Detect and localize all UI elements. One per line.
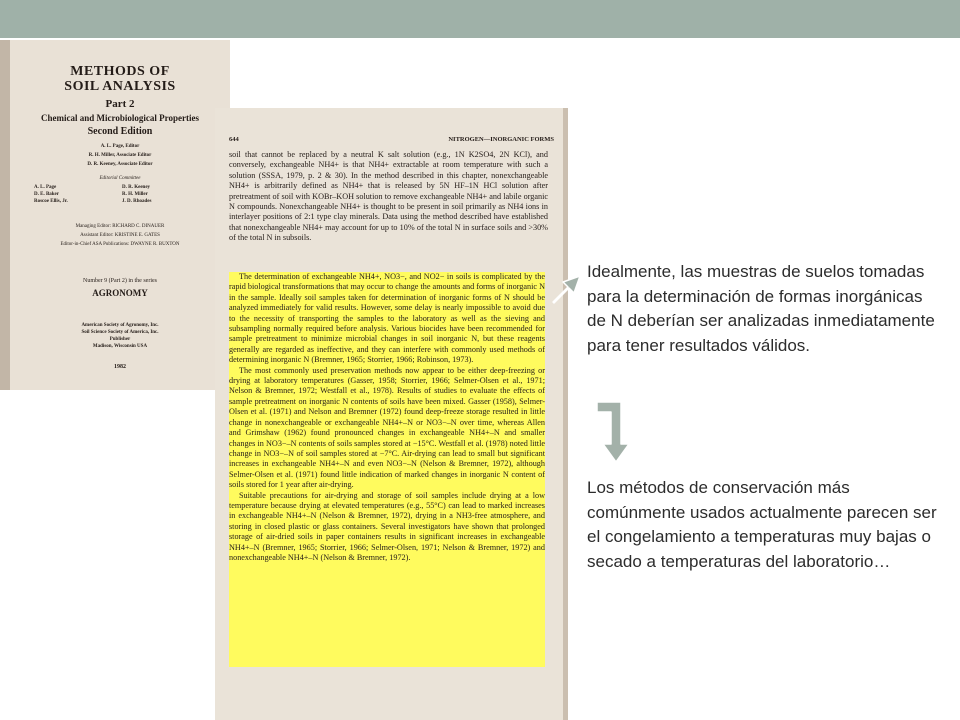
page-intro-paragraph: soil that cannot be replaced by a neutral K salt solution (e.g., 1N K2SO4, 2N KCl), and conversely, exchangeable NH4+ is that NH4+ extractable at room temperature with such a solution (SSSA, 1979, p. 2 & 30). In the method described in this chapter, nonexchangeable NH4+ is arbitrarily defined as NH4+ that is released by 5N HF–1N HCl solution after pretreatment of soil with KOBr–KOH solution to remove exchangeable NH4+ and labile organic N compounds. Nonexchangeable NH4+ is thought to be present in soil primarily as NH4 ions in interlayer positions of 2:1 type clay minerals. Data using the method described have established that nonexchangeable NH4+ may account for up to 10% of the total N in surface soils and >30% of the total N in subsoils. [229, 150, 548, 243]
highlighted-paragraph: The most commonly used preservation methods now appear to be either deep-freezing or drying at laboratory temperatures (Gasser, 1958; Storrier, 1966; Selmer-Olsen et al., 1971; Nelson & Bremner, 1972; Westfall et al., 1978). Results of studies to evaluate the effects of sample pretreatment on inorganic N contents of soils have been mixed. Gasser (1958), Selmer-Olsen et al. (1971) and Nelson and Bremner (1972) found deep-freeze storage resulted in little change in nonexchangeable or exchangeable NH4+–N or NO3−–N over time, whereas Allen and Grimshaw (1962) found pronounced changes in exchangeable NH4+–N and smaller changes in NO3−–N contents of soils samples stored at −15°C. Westfall et al. (1978) noted little change in NO3−–N of soil samples stored at −7°C. Air-drying can lead to small but significant increases in exchangeable NH4+–N and even NO3−–N (Nelson & Bremner, 1972), although Selmer-Olsen et al. (1971) found little indication of marked changes in inorganic N content of soils stored for 1 year after air-drying. [229, 365, 545, 490]
page-edge [563, 108, 568, 720]
cover-title: METHODS OF SOIL ANALYSIS [64, 64, 176, 94]
cover-credits: Managing Editor: RICHARD C. DINAUER Assistant Editor: KRISTINE E. GATES Editor-in-Chief ASA Publications: DWAYNE R. BUXTON [60, 224, 180, 247]
cover-edition: Second Edition [87, 126, 153, 137]
page-number: 644 [229, 136, 239, 143]
committee-member: A. L. Page [34, 185, 57, 190]
highlighted-paragraph: Suitable precautions for air-drying and storage of soil samples include drying at a low temperature because drying at elevated temperatures (e.g., 55°C) can lead to marked increases in exchangeable NH4+–N (Nelson & Bremner, 1972), drying in a NH3-free atmosphere, and storing in closed plastic or glass containers. Several investigators have shown that prolonged storage of air-dried soils in paper containers results in significant increases in exchangeable NH4+–N (Bremner, 1965; Storrier, 1966; Selmer-Olsen, 1971; Nelson & Bremner, 1972) and nonexchangeable NH4+–N (Nelson & Bremner, 1972). [229, 490, 545, 562]
cover-part: Part 2 [105, 98, 135, 110]
annotation-text-1: Idealmente, las muestras de suelos tomadas para la determinación de formas inorgánicas de N deberían ser analizadas inmediatamente para tener resultados válidos. [587, 262, 935, 355]
arrow-upright-icon [550, 272, 584, 306]
annotation-text-2: Los métodos de conservación más comúnmente usados actualmente parecen ser el congelamiento a temperaturas muy bajas o secado a temperaturas del laboratorio… [587, 478, 937, 571]
cover-committee [34, 184, 210, 205]
cover-publisher: American Society of Agronomy, Inc. Soil Science Society of America, Inc. Publisher Madison, Wisconsin USA [81, 323, 159, 349]
highlighted-paragraph: The determination of exchangeable NH4+, NO3−, and NO2− in soils is complicated by the rapid biological transformations that may occur to change the amounts and forms of inorganic N in the sample. Ideally soil samples taken for determination of inorganic forms of N should be analyzed immediately for valid results. However, some delay is nearly impossible to avoid due to the necessity of transporting the samples to the laboratory as well as the sieving and subsampling normally required before analysis. Various biocides have been recommended for sample pretreatment to minimize microbial changes in soil inorganic N, but these reagents generally are regarded as ineffective, and they can interfere with commonly used methods of determining inorganic N (Bremner, 1965; Storrier, 1966; Robinson, 1973). [229, 272, 545, 365]
running-head: NITROGEN—INORGANIC FORMS [448, 136, 554, 143]
committee-member: D. E. Baker [34, 192, 59, 197]
top-bar [0, 0, 960, 38]
book-cover-scan [0, 40, 230, 390]
cover-series-name: AGRONOMY [92, 288, 148, 298]
committee-member: D. R. Keeney [122, 185, 151, 190]
cover-series: Number 9 (Part 2) in the series [83, 278, 157, 284]
cover-binding-edge [0, 40, 10, 390]
cover-editors: A. L. Page, Editor R. H. Miller, Associate Editor D. R. Keeney, Associate Editor [87, 144, 153, 167]
cover-committee-heading: Editorial Committee [99, 176, 141, 181]
committee-member: R. H. Miller [122, 192, 148, 197]
cover-subtitle: Chemical and Microbiological Properties [41, 113, 199, 123]
arrow-down-bent-icon [595, 400, 631, 464]
highlighted-passage [229, 272, 545, 667]
cover-year: 1982 [114, 364, 126, 370]
page-header [229, 136, 554, 143]
committee-member: Roscoe Ellis, Jr. [34, 199, 68, 204]
committee-member: J. D. Rhoades [122, 199, 152, 204]
book-page-scan [215, 108, 568, 720]
